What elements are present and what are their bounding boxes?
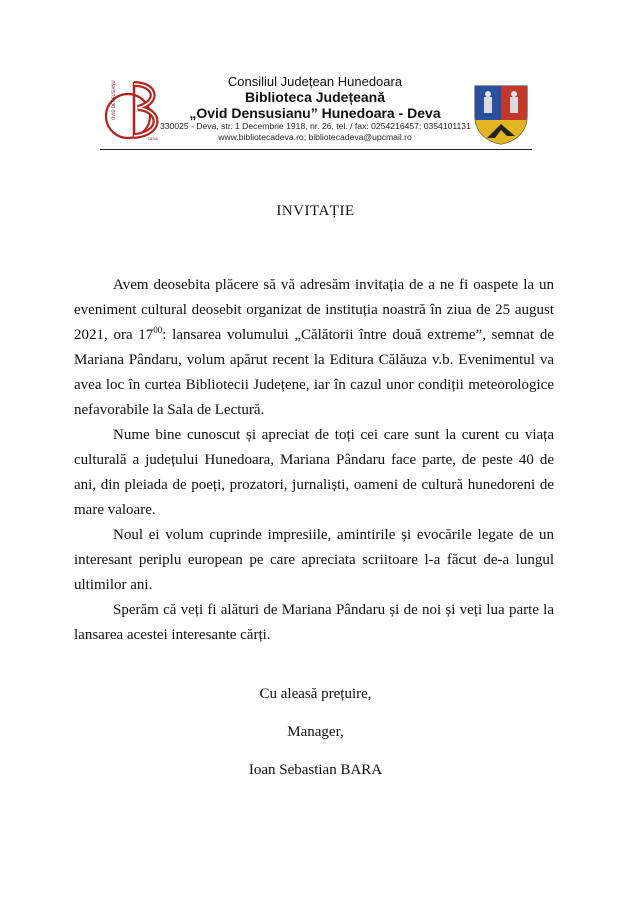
paragraph-1	[74, 273, 554, 423]
library-logo-icon	[104, 78, 168, 144]
document-body	[74, 273, 554, 648]
library-web[interactable]: www.bibliotecadeva.ro; bibliotecadeva@upcmail.ro	[218, 132, 412, 142]
paragraph-4: Sperăm că veți fi alături de Mariana Pândaru și de noi și veți lua parte la lansarea acestei interesante cărți.	[74, 602, 554, 643]
letterhead-text	[160, 74, 470, 143]
county-crest-icon	[471, 80, 531, 146]
document-title: INVITAȚIE	[276, 203, 355, 219]
closing-greeting: Cu aleasă prețuire,	[259, 686, 372, 702]
library-name: Biblioteca Județeană	[244, 89, 386, 105]
time-minutes-superscript: 00	[153, 325, 163, 335]
council-name: Consiliul Județean Hunedoara	[227, 74, 403, 89]
paragraph-3: Noul ei volum cuprinde impresiile, amintirile și evocările legate de un interesant periplu european pe care apreciata scriitoare l-a făcut de-a lungul ultimilor ani.	[74, 527, 554, 593]
signatory-role: Manager,	[287, 724, 344, 740]
svg-text:DEVA: DEVA	[148, 137, 158, 141]
paragraph-1-text-a: Avem deosebita plăcere să vă adresăm invitația de a ne fi oaspete la un eveniment cultural deosebit organizat de instituția noastră în ziua de 25 august 2021, ora 17	[74, 277, 554, 343]
library-address: 330025 - Deva, str. 1 Decembrie 1918, nr. 26, tel. / fax: 0254216457; 0354101131	[160, 121, 471, 131]
paragraph-1-text-b: : lansarea volumului „Călătorii între două extreme”, semnat de Mariana Pândaru, volum apărut recent la Editura Călăuza v.b. Evenimentul va avea loc în curtea Bibliotecii Județene, iar în cazul unor condiții meteorologice nefavorabile la Sala de Lectură.	[74, 327, 554, 418]
library-full-name: „Ovid Densusianu” Hunedoara - Deva	[189, 105, 441, 121]
svg-text:OVID DENSUSIANU: OVID DENSUSIANU	[111, 80, 116, 120]
letterhead	[0, 0, 631, 160]
paragraph-2: Nume bine cunoscut și apreciat de toți cei care sunt la curent cu viața culturală a județului Hunedoara, Mariana Pândaru face parte, de peste 40 de ani, din pleiada de poeți, prozatori, jurnaliști, oameni de cultură hunedoreni de mare valoare.	[74, 427, 554, 518]
signatory-name: Ioan Sebastian BARA	[248, 762, 383, 778]
header-divider	[100, 149, 532, 150]
